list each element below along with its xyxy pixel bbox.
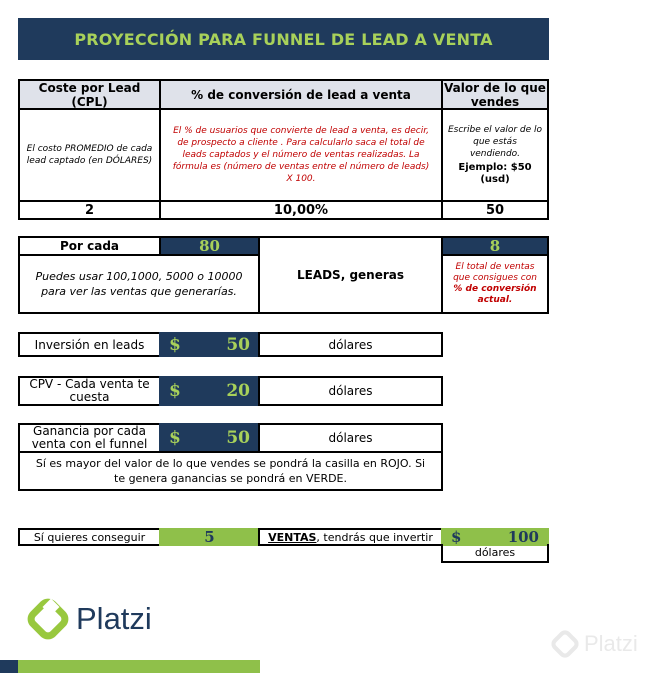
platzi-logo-text: Platzi	[76, 601, 152, 636]
dollar-sign: $	[451, 528, 462, 546]
inversion-value: 50	[226, 334, 250, 355]
conversion-value[interactable]: 10,00%	[159, 200, 443, 220]
inversion-amount	[159, 332, 260, 357]
dollar-sign: $	[169, 334, 181, 355]
ganancia-label: Ganancia por cada venta con el funnel	[18, 423, 161, 453]
platzi-watermark	[550, 626, 665, 662]
platzi-watermark-icon	[550, 629, 580, 659]
inversion-unit: dólares	[258, 332, 443, 357]
por-cada-label: Por cada	[18, 236, 161, 256]
sale-value[interactable]: 50	[441, 200, 549, 220]
goal-invest-unit: dólares	[441, 544, 549, 563]
platzi-logo	[26, 594, 186, 644]
goal-ventas-text	[258, 528, 443, 546]
goal-ventas-word: VENTAS	[268, 530, 317, 544]
inversion-label: Inversión en leads	[18, 332, 161, 357]
bottom-bar-navy	[0, 660, 18, 673]
header-conversion: % de conversión de lead a venta	[159, 79, 443, 110]
cpv-value: 20	[226, 381, 250, 401]
sales-note-bold: % de conversión actual.	[453, 284, 537, 305]
ganancia-value: 50	[226, 428, 250, 448]
desc-cpl: El costo PROMEDIO de cada lead captado (en DÓLARES)	[18, 108, 161, 202]
leads-generas-label: LEADS, generas	[258, 236, 443, 314]
desc-value-example: Ejemplo: $50 (usd)	[458, 162, 532, 185]
page-title: PROYECCIÓN PARA FUNNEL DE LEAD A VENTA	[18, 18, 549, 60]
leads-hint: Puedes usar 100,1000, 5000 o 10000 para ver las ventas que generarías.	[18, 254, 260, 314]
sales-result-note	[441, 254, 549, 314]
header-cpl: Coste por Lead (CPL)	[18, 79, 161, 110]
cpv-amount	[159, 376, 260, 406]
ganancia-unit: dólares	[258, 423, 443, 453]
dollar-sign: $	[169, 381, 181, 401]
platzi-watermark-text: Platzi	[584, 631, 638, 656]
header-value: Valor de lo que vendes	[441, 79, 549, 110]
platzi-logo-icon	[26, 597, 70, 641]
bottom-bar-green	[18, 660, 260, 673]
desc-conversion: El % de usuarios que convierte de lead a venta, es decir, de prospecto a cliente . Para calcularlo saca el total de leads captados y el número de ventas realizadas. La fórmula es (número de ventas entre el número de leads) X 100.	[159, 108, 443, 202]
cpv-unit: dólares	[258, 376, 443, 406]
leads-count-input[interactable]: 80	[159, 236, 260, 256]
goal-sales-input[interactable]: 5	[159, 528, 260, 546]
desc-value	[441, 108, 549, 202]
cpl-value[interactable]: 2	[18, 200, 161, 220]
goal-ventas-rest: , tendrás que invertir	[316, 530, 433, 544]
goal-label: Sí quieres conseguir	[18, 528, 161, 546]
cpv-label: CPV - Cada venta te cuesta	[18, 376, 161, 406]
sales-note-text: El total de ventas que consigues con	[453, 262, 537, 283]
sales-result: 8	[441, 236, 549, 256]
ganancia-amount	[159, 423, 260, 453]
desc-value-text: Escribe el valor de lo que estás vendiendo.	[447, 125, 543, 159]
dollar-sign: $	[169, 428, 181, 448]
ganancia-note: Sí es mayor del valor de lo que vendes se pondrá la casilla en ROJO. Si te genera ganancias se pondrá en VERDE.	[18, 451, 443, 491]
goal-invest-value: 100	[507, 528, 539, 546]
